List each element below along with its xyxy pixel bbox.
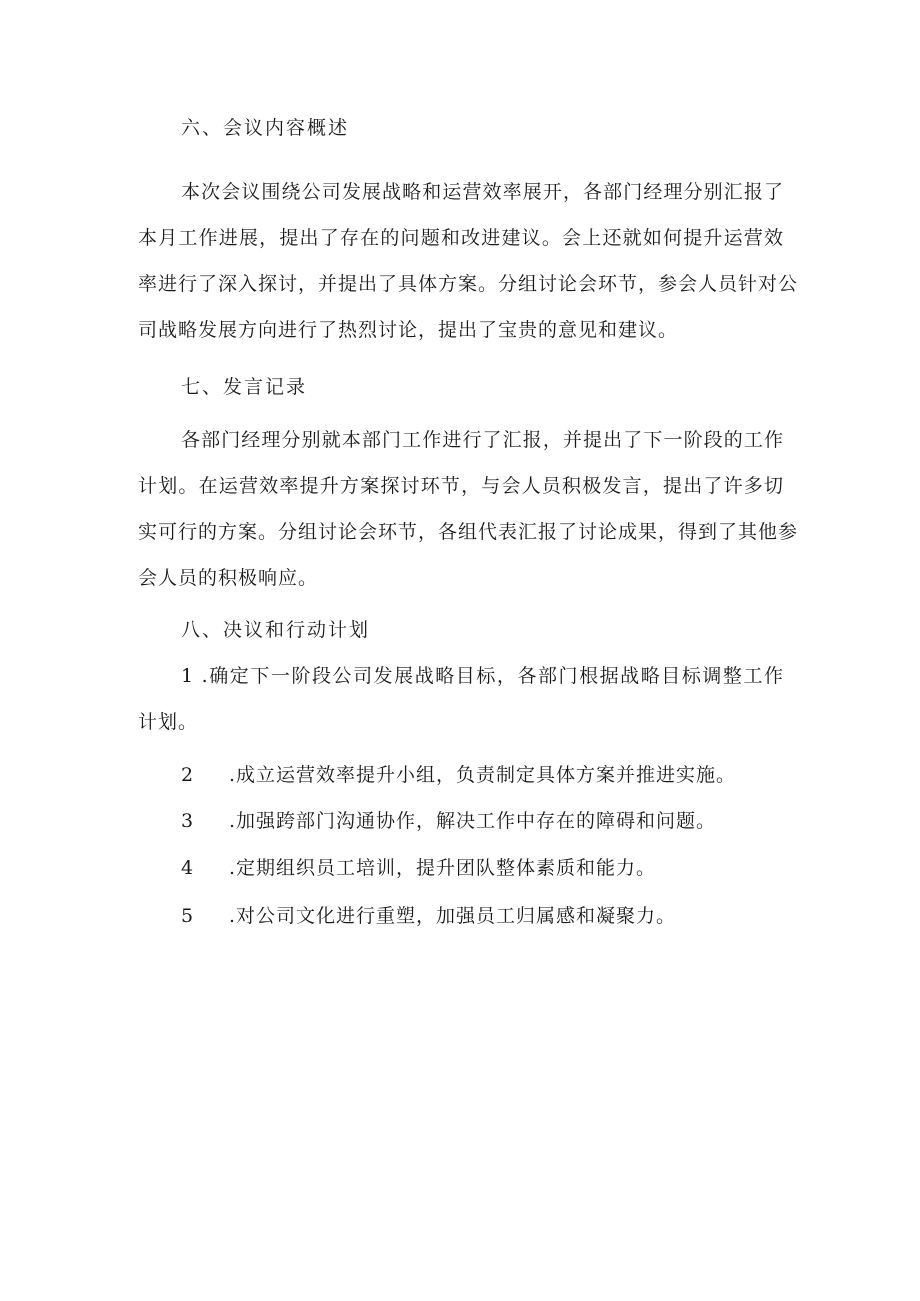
section-heading-8: 八、决议和行动计划 <box>181 619 371 641</box>
section-heading-6: 六、会议内容概述 <box>181 117 350 139</box>
item-number: 5 <box>181 905 195 927</box>
paragraph-line: 计划。 <box>138 711 199 733</box>
action-item-1 <box>138 653 784 745</box>
item-number: 4 <box>181 857 195 879</box>
action-item-2 <box>181 762 736 788</box>
section-7-paragraph <box>138 417 799 601</box>
section-heading-7: 七、发言记录 <box>181 376 308 398</box>
item-text: .成立运营效率提升小组，负责制定具体方案并推进实施。 <box>229 764 737 786</box>
item-number: 2 <box>181 764 195 786</box>
action-item-3 <box>181 808 716 834</box>
section-6-paragraph <box>138 169 799 353</box>
item-text: .定期组织员工培训，提升团队整体素质和能力。 <box>229 857 657 879</box>
item-text: .加强跨部门沟通协作，解决工作中存在的障碍和问题。 <box>229 810 717 832</box>
item-text: .对公司文化进行重塑，加强员工归属感和凝聚力。 <box>229 905 677 927</box>
action-item-5 <box>181 903 676 929</box>
paragraph-line: 本月工作进展，提出了存在的问题和改进建议。会上还就如何提升运营效 <box>138 227 784 249</box>
paragraph-line: 各部门经理分别就本部门工作进行了汇报，并提出了下一阶段的工作 <box>181 429 784 451</box>
paragraph-line: 司战略发展方向进行了热烈讨论，提出了宝贵的意见和建议。 <box>138 319 679 341</box>
item-number: 3 <box>181 810 195 832</box>
paragraph-line: 率进行了深入探讨，并提出了具体方案。分组讨论会环节，参会人员针对公 <box>138 273 799 295</box>
paragraph-line: 会人员的积极响应。 <box>138 567 319 589</box>
paragraph-line: 计划。在运营效率提升方案探讨环节，与会人员积极发言，提出了许多切 <box>138 475 784 497</box>
paragraph-line: 1 .确定下一阶段公司发展战略目标，各部门根据战略目标调整工作 <box>181 665 784 687</box>
paragraph-line: 本次会议围绕公司发展战略和运营效率展开，各部门经理分别汇报了 <box>181 181 784 203</box>
action-item-4 <box>181 855 656 881</box>
paragraph-line: 实可行的方案。分组讨论会环节，各组代表汇报了讨论成果，得到了其他参 <box>138 521 799 543</box>
